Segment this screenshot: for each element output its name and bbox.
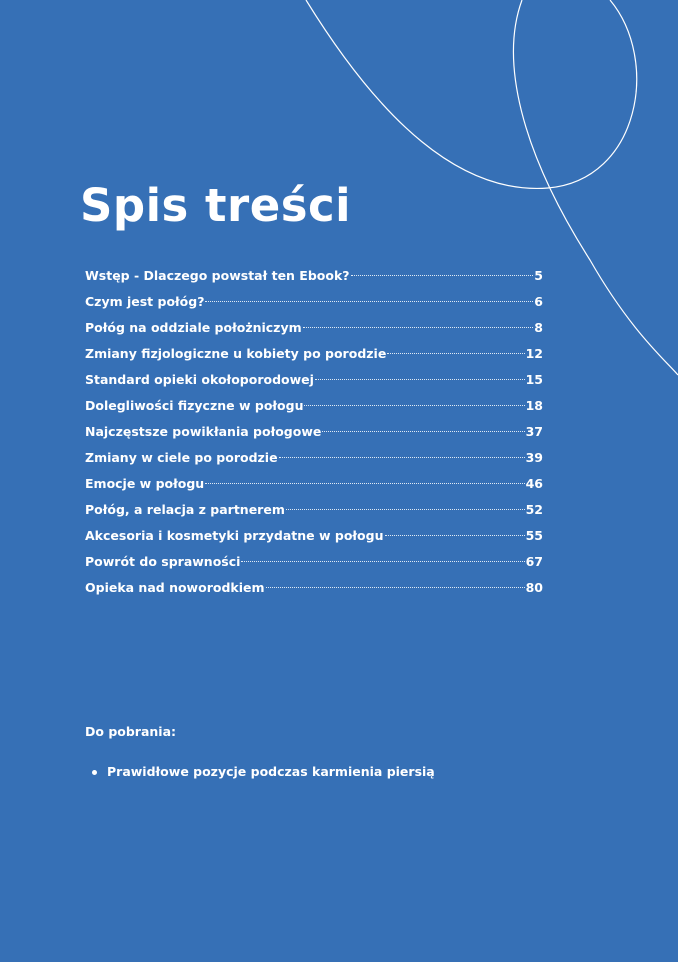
downloads-list xyxy=(85,762,435,782)
toc-entry-label: Połóg, a relacja z partnerem xyxy=(85,502,285,517)
bullet-icon xyxy=(92,770,97,775)
toc-entry[interactable] xyxy=(85,445,543,471)
toc-entry-label: Emocje w połogu xyxy=(85,476,205,491)
download-item-label: Prawidłowe pozycje podczas karmienia piersią xyxy=(107,764,435,779)
toc-entry-label: Wstęp - Dlaczego powstał ten Ebook? xyxy=(85,268,350,283)
toc-dot-leader xyxy=(387,353,524,354)
toc-entry-page-number: 15 xyxy=(525,372,543,387)
toc-entry[interactable] xyxy=(85,419,543,445)
toc-entry[interactable] xyxy=(85,497,543,523)
toc-entry[interactable] xyxy=(85,549,543,575)
toc-dot-leader xyxy=(315,379,525,380)
toc-entry-page-number: 37 xyxy=(525,424,543,439)
toc-dot-leader xyxy=(351,275,534,276)
downloads-heading: Do pobrania: xyxy=(85,724,177,739)
toc-entry-page-number: 12 xyxy=(525,346,543,361)
toc-entry-page-number: 55 xyxy=(525,528,543,543)
toc-entry-label: Czym jest połóg? xyxy=(85,294,205,309)
toc-entry-page-number: 8 xyxy=(534,320,543,335)
toc-entry-page-number: 5 xyxy=(534,268,543,283)
toc-entry-label: Zmiany w ciele po porodzie xyxy=(85,450,278,465)
toc-entry[interactable] xyxy=(85,341,543,367)
toc-dot-leader xyxy=(279,457,525,458)
toc-dot-leader xyxy=(322,431,524,432)
toc-entry-label: Najczęstsze powikłania połogowe xyxy=(85,424,322,439)
toc-entry[interactable] xyxy=(85,315,543,341)
toc-entry-label: Standard opieki okołoporodowej xyxy=(85,372,314,387)
toc-dot-leader xyxy=(205,483,524,484)
toc-entry[interactable] xyxy=(85,263,543,289)
toc-entry[interactable] xyxy=(85,575,543,601)
toc-dot-leader xyxy=(266,587,525,588)
toc-entry-page-number: 39 xyxy=(525,450,543,465)
toc-entry[interactable] xyxy=(85,393,543,419)
toc-dot-leader xyxy=(304,405,524,406)
toc-entry-page-number: 52 xyxy=(525,502,543,517)
toc-dot-leader xyxy=(303,327,534,328)
toc-dot-leader xyxy=(286,509,525,510)
toc-entry-label: Powrót do sprawności xyxy=(85,554,241,569)
toc-dot-leader xyxy=(385,535,525,536)
page-title: Spis treści xyxy=(80,179,352,232)
toc-entry-page-number: 6 xyxy=(534,294,543,309)
toc-entry-page-number: 67 xyxy=(525,554,543,569)
toc-entry-page-number: 18 xyxy=(525,398,543,413)
download-item[interactable] xyxy=(85,762,435,782)
toc-entry-page-number: 46 xyxy=(525,476,543,491)
toc-entry[interactable] xyxy=(85,523,543,549)
toc-entry-label: Akcesoria i kosmetyki przydatne w połogu xyxy=(85,528,384,543)
toc-entry-label: Połóg na oddziale położniczym xyxy=(85,320,302,335)
toc-dot-leader xyxy=(205,301,533,302)
toc-entry[interactable] xyxy=(85,367,543,393)
toc-entry-label: Zmiany fizjologiczne u kobiety po porodzie xyxy=(85,346,387,361)
toc-entry-label: Opieka nad noworodkiem xyxy=(85,580,265,595)
toc-entry[interactable] xyxy=(85,471,543,497)
toc-entry-page-number: 80 xyxy=(525,580,543,595)
table-of-contents xyxy=(85,263,543,601)
toc-entry[interactable] xyxy=(85,289,543,315)
toc-entry-label: Dolegliwości fizyczne w połogu xyxy=(85,398,304,413)
toc-dot-leader xyxy=(241,561,524,562)
